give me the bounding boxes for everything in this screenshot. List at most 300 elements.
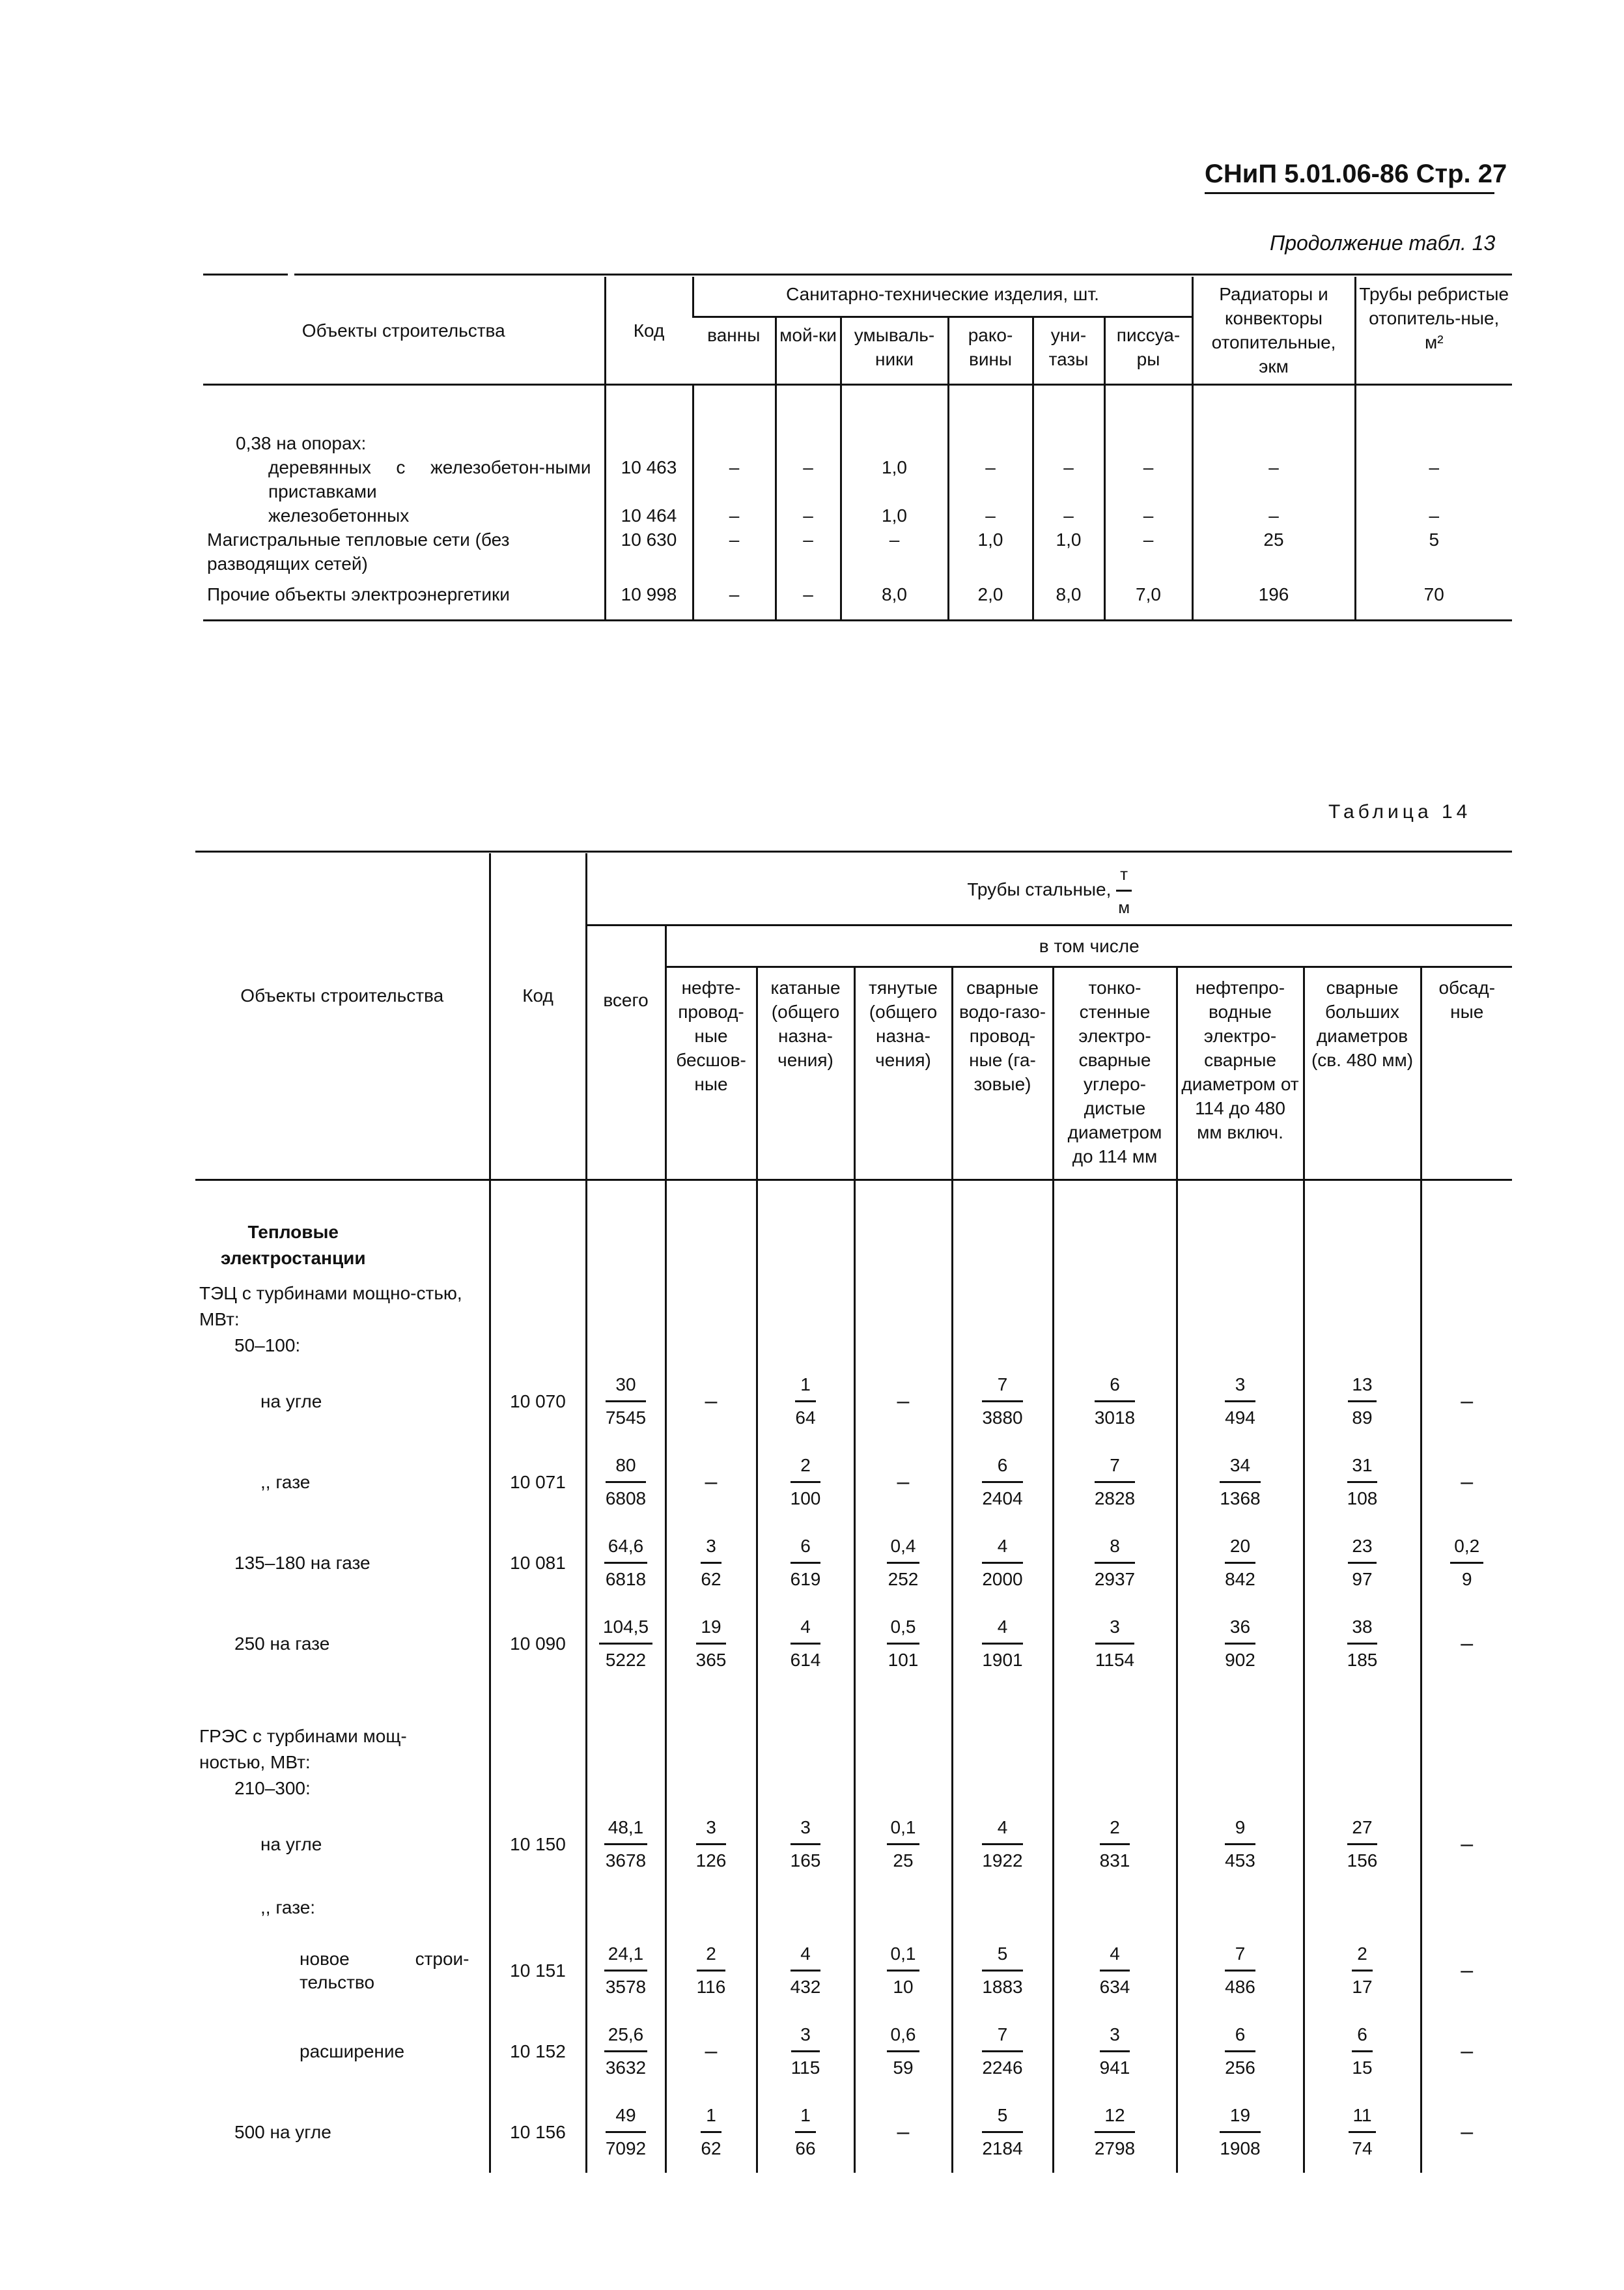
fraction-tons: 7 [1095,1454,1135,1483]
fraction-cell [1177,1523,1304,1604]
header-rule [1205,192,1494,194]
fraction-cell [757,2092,854,2173]
fraction-cell [952,1442,1053,1523]
fraction-cell [586,1804,665,1885]
fraction-meters: 902 [1225,1650,1255,1670]
fraction-meters: 10 [893,1977,914,1997]
fraction-meters: 64 [795,1407,816,1428]
fraction-tons: 38 [1347,1615,1378,1645]
fraction-meters: 74 [1352,2138,1373,2158]
fraction [1095,1534,1135,1591]
fraction-meters: 3632 [605,2057,647,2078]
fraction [1352,1942,1372,1999]
fraction-meters: 494 [1225,1407,1255,1428]
table-row [195,1930,1512,2011]
fraction-meters: 116 [696,1977,726,1997]
fraction-tons: 3 [696,1816,727,1845]
col-radiators: Радиаторы и конвекторы отопительные, экм [1192,277,1355,385]
fraction-tons: 6 [982,1454,1022,1483]
fraction-cell [854,1523,952,1604]
fraction-cell [1053,2092,1177,2173]
fraction-cell [854,1930,952,2011]
fraction [795,1373,815,1430]
fraction-meters: 2000 [982,1569,1023,1589]
fraction [606,1454,646,1510]
fraction-meters: 2828 [1094,1488,1136,1508]
fraction [887,2023,920,2080]
dash-cell: – [665,2011,757,2092]
fraction-tons: 2 [697,1942,726,1972]
fraction-tons: 0,1 [887,1816,920,1845]
fraction-meters: 1908 [1220,2138,1261,2158]
col-sinks: мой-ки [776,317,841,384]
fraction [1100,2023,1130,2080]
fraction-cell [665,1804,757,1885]
dash-cell: – [854,1442,952,1523]
fraction-tons: 19 [696,1615,727,1645]
fraction-cell [665,1523,757,1604]
fraction-tons: 25,6 [604,2023,648,2052]
group-range: 50–100: [234,1335,301,1355]
fraction [696,1816,727,1873]
fraction-meters: 6818 [605,1569,647,1589]
fraction [982,1615,1022,1672]
table-row [195,2092,1512,2173]
fraction-cell [1304,1442,1421,1523]
fraction [1095,1373,1135,1430]
fraction-meters: 66 [795,2138,816,2158]
fraction [982,1454,1022,1510]
fraction-meters: 115 [791,2057,820,2078]
fraction-cell [952,1361,1053,1442]
fraction-tons: 30 [606,1373,646,1402]
fraction-tons: 5 [982,1942,1022,1972]
col-oil-seamless: нефте-провод-ные бесшов-ные [665,967,757,1180]
fraction-cell [586,1930,665,2011]
dash-cell: – [1421,2092,1512,2173]
fraction-cell [757,1804,854,1885]
table-row: 0,38 на опорах: [203,431,1512,455]
col-washbasins: умываль-ники [841,317,948,384]
col-thin-wall: тонко-стенные электро-сварные углеро-дистые диаметром до 114 мм [1053,967,1177,1180]
group-heading: Тепловые электростанции [220,1221,366,1268]
fraction [1100,1816,1130,1873]
col-rolled: катаные (общего назна-чения) [757,967,854,1180]
rule-segment [294,274,1512,276]
row-code: 10 152 [490,2011,586,2092]
fraction-cell [586,2092,665,2173]
fraction [599,1615,652,1672]
fraction-cell [1053,1604,1177,1684]
fraction-meters: 165 [790,1850,821,1871]
fraction-meters: 3018 [1094,1407,1136,1428]
fraction-meters: 15 [1352,2057,1373,2078]
fraction-tons: 2 [791,1454,821,1483]
fraction-tons: 9 [1225,1816,1255,1845]
table-row: железобетонных 10 464 – – 1,0 – – – – – [203,503,1512,528]
fraction-meters: 108 [1347,1488,1378,1508]
fraction-cell [1177,2011,1304,2092]
dash-cell: – [1421,1604,1512,1684]
fraction-cell [1177,1604,1304,1684]
fraction-cell [1053,1523,1177,1604]
table-row [195,1361,1512,1442]
fraction-cell [1304,1523,1421,1604]
fraction [1347,1816,1378,1873]
fraction-cell [1053,1442,1177,1523]
row-code: 10 090 [490,1604,586,1684]
fraction [1095,1454,1135,1510]
fraction-meters: 1901 [982,1650,1023,1670]
fraction [1225,1615,1255,1672]
fraction-tons: 4 [791,1942,821,1972]
fraction-meters: 453 [1225,1850,1255,1871]
fraction [1100,1942,1130,1999]
fraction-meters: 1154 [1095,1650,1135,1670]
fraction-cell [1304,1804,1421,1885]
unit-fraction: $\frac{т}{м}$ [1116,862,1132,919]
fraction [795,2104,815,2160]
fraction-meters: 252 [888,1569,919,1589]
table-13 [203,277,1512,621]
fraction-meters: 1883 [982,1977,1023,1997]
row-object: на угле [260,1391,322,1411]
fraction-tons: 36 [1225,1615,1255,1645]
fraction-tons: 8 [1095,1534,1135,1564]
fraction-tons: 1 [795,1373,815,1402]
row-object: расширение [300,2041,405,2061]
fraction-meters: 156 [1347,1850,1378,1871]
fraction-meters: 2184 [982,2138,1023,2158]
fraction-tons: 23 [1348,1534,1376,1564]
fraction [1347,1454,1378,1510]
fraction-tons: 0,6 [887,2023,920,2052]
fraction-tons: 6 [1095,1373,1135,1402]
fraction-tons: 20 [1225,1534,1255,1564]
col-objects: Объекты строительства [203,277,605,385]
fraction-meters: 6808 [605,1488,647,1508]
fraction-tons: 3 [701,1534,721,1564]
col-large-diameter: сварные больших диаметров (св. 480 мм) [1304,967,1421,1180]
fraction [1095,2104,1135,2160]
fraction-meters: 486 [1225,1977,1255,1997]
fraction-meters: 2937 [1094,1569,1136,1589]
fraction-meters: 842 [1225,1569,1255,1589]
row-object: 135–180 на газе [234,1552,371,1573]
fraction-tons: 7 [982,1373,1022,1402]
fraction-cell [757,2011,854,2092]
row-code: 10 071 [490,1442,586,1523]
fraction-tons: 0,4 [887,1534,920,1564]
table-row: Магистральные тепловые сети (без разводящих сетей) 10 630 – – – 1,0 1,0 – 25 5 [203,528,1512,576]
col-code: Код [490,853,586,1180]
fraction-tons: 104,5 [599,1615,652,1645]
group-including: в том числе [665,926,1512,967]
fraction-meters: 25 [893,1850,914,1871]
fraction [982,2023,1022,2080]
fraction [604,1534,648,1591]
fraction-tons: 6 [1225,2023,1255,2052]
row-object: 500 на угле [234,2121,331,2142]
fraction [1225,1373,1255,1430]
fraction-cell [1304,1604,1421,1684]
fraction-tons: 49 [606,2104,646,2133]
group-subheading: ТЭЦ с турбинами мощно-стью, МВт: [199,1282,462,1329]
fraction-cell [952,2092,1053,2173]
fraction [1347,1615,1378,1672]
fraction-tons: 0,5 [887,1615,920,1645]
table-row [195,1523,1512,1604]
row-object: ,, газе [260,1471,311,1492]
fraction [696,1615,727,1672]
fraction-cell [952,2011,1053,2092]
table-row [195,2011,1512,2092]
fraction [791,1534,821,1591]
fraction [982,2104,1022,2160]
doc-reference: СНиП 5.01.06-86 Стр. 27 [1205,160,1507,188]
fraction [791,1454,821,1510]
fraction-meters: 89 [1352,1407,1373,1428]
fraction [791,1942,821,1999]
fraction-tons: 11 [1349,2104,1375,2133]
dash-cell: – [1421,1804,1512,1885]
col-oil-welded: нефтепро-водные электро-сварные диаметром от 114 до 480 мм включ. [1177,967,1304,1180]
fraction-cell [586,1523,665,1604]
fraction [1220,2104,1260,2160]
fraction-cell [586,2011,665,2092]
fraction-cell [1177,1442,1304,1523]
fraction-meters: 9 [1461,1569,1472,1589]
fraction-tons: 3 [1100,2023,1130,2052]
group-range: 210–300: [234,1777,311,1798]
fraction-tons: 6 [791,1534,821,1564]
col-welded-water-gas: сварные водо-газо-провод-ные (га-зовые) [952,967,1053,1180]
fraction-cell [757,1361,854,1442]
fraction-cell [757,1604,854,1684]
dash-cell: – [1421,1442,1512,1523]
fraction-cell [586,1442,665,1523]
fraction-cell [757,1523,854,1604]
row-code: 10 151 [490,1930,586,2011]
fraction [1220,1454,1260,1510]
col-toilets: уни-тазы [1033,317,1104,384]
table-row: Прочие объекты электроэнергетики 10 998 – – 8,0 2,0 8,0 7,0 196 70 [203,576,1512,621]
fraction-meters: 1368 [1220,1488,1261,1508]
fraction-meters: 831 [1099,1850,1130,1871]
col-basins: рако-вины [948,317,1033,384]
fraction-meters: 100 [790,1488,821,1508]
fraction-cell [952,1804,1053,1885]
fraction [1095,1615,1134,1672]
fraction [604,1816,648,1873]
table-row [195,1604,1512,1684]
fraction [1348,1373,1376,1430]
fraction-meters: 941 [1099,2057,1130,2078]
fraction-tons: 24,1 [604,1942,648,1972]
row-code: 10 070 [490,1361,586,1442]
fraction-meters: 614 [790,1650,821,1670]
table-14 [195,853,1512,2173]
fraction-tons: 2 [1352,1942,1372,1972]
fraction-cell [1177,1361,1304,1442]
col-ribbed-pipes: Трубы ребристые отопитель-ные, м² [1355,277,1512,385]
fraction [1352,2023,1372,2080]
col-objects: Объекты строительства [195,853,490,1180]
fraction-meters: 62 [701,2138,721,2158]
fraction-tons: 5 [982,2104,1022,2133]
fraction-meters: 101 [888,1650,919,1670]
fraction-meters: 185 [1347,1650,1378,1670]
fraction-meters: 3880 [982,1407,1023,1428]
fraction-tons: 3 [791,1816,821,1845]
row-code: 10 156 [490,2092,586,2173]
fraction-meters: 1922 [982,1850,1023,1871]
fraction-cell [1053,1804,1177,1885]
fraction [604,2023,648,2080]
fraction [1225,1534,1255,1591]
dash-cell: – [1421,1930,1512,2011]
fraction-tons: 27 [1347,1816,1378,1845]
dash-cell: – [854,2092,952,2173]
fraction-tons: 4 [982,1816,1022,1845]
fraction-cell [952,1523,1053,1604]
fraction-tons: 4 [982,1534,1022,1564]
fraction-cell [665,1604,757,1684]
fraction-cell [1304,2011,1421,2092]
fraction-cell [665,1930,757,2011]
fraction-meters: 3678 [605,1850,647,1871]
fraction-cell [586,1604,665,1684]
fraction [887,1615,920,1672]
fraction [1348,1534,1376,1591]
fraction-meters: 365 [695,1650,727,1670]
fraction-tons: 7 [1225,1942,1255,1972]
fraction-cell [1053,1361,1177,1442]
fraction-cell [1177,1930,1304,2011]
fraction [791,1615,821,1672]
fraction-cell [854,1604,952,1684]
continuation-label: Продолжение табл. 13 [1270,231,1496,255]
fraction-cell [1304,1361,1421,1442]
group-sanitary: Санитарно-технические изделия, шт. [693,277,1192,317]
row-code: 10 081 [490,1523,586,1604]
dash-cell: – [665,1442,757,1523]
fraction [982,1816,1022,1873]
row-object: новое строи-тельство [300,1948,469,1992]
fraction-tons: 12 [1095,2104,1135,2133]
fraction-meters: 5222 [605,1650,647,1670]
col-casing: обсад-ные [1421,967,1512,1180]
fraction [887,1942,920,1999]
fraction [701,1534,721,1591]
dash-cell: – [1421,2011,1512,2092]
fraction [604,1942,648,1999]
row-code: 10 150 [490,1804,586,1885]
fraction-cell [952,1930,1053,2011]
fraction-meters: 2798 [1094,2138,1136,2158]
fraction-tons: 1 [701,2104,721,2133]
fraction-cell [1304,2092,1421,2173]
fraction [887,1816,920,1873]
fraction-meters: 7545 [605,1407,647,1428]
row-object: на угле [260,1833,322,1854]
fraction-cell [854,1804,952,1885]
fraction-tons: 19 [1220,2104,1260,2133]
fraction [1225,1816,1255,1873]
fraction [1349,2104,1375,2160]
fraction-tons: 13 [1348,1373,1376,1402]
fraction [1225,2023,1255,2080]
row-object: 250 на газе [234,1633,330,1654]
fraction-tons: 3 [1225,1373,1255,1402]
fraction-meters: 17 [1352,1977,1373,1997]
fraction-tons: 3 [791,2023,820,2052]
fraction-tons: 1 [795,2104,815,2133]
fraction-cell [1053,1930,1177,2011]
table-row: деревянных с железобетон-ными приставками 10 463 – – 1,0 – – – – – [203,455,1512,503]
fraction-meters: 619 [790,1569,821,1589]
fraction-tons: 4 [791,1615,821,1645]
fraction-tons: 48,1 [604,1816,648,1845]
fraction-tons: 2 [1100,1816,1130,1845]
fraction-meters: 2246 [982,2057,1023,2078]
group-heading: ГРЭС с турбинами мощ-ностью, МВт: [199,1725,407,1772]
fraction-cell [1304,1930,1421,2011]
fraction-cell [1421,1523,1512,1604]
fraction [701,2104,721,2160]
dash-cell: – [1421,1361,1512,1442]
fraction [697,1942,726,1999]
fraction-meters: 2404 [982,1488,1023,1508]
group-steel-pipes: Трубы стальные, $\frac{т}{м}$ [586,853,1512,926]
fraction [887,1534,920,1591]
fraction-meters: 126 [695,1850,727,1871]
table-row [195,1442,1512,1523]
table-14-title: Таблица 14 [1328,801,1472,823]
fraction-tons: 34 [1220,1454,1260,1483]
group-subheading: ,, газе: [260,1897,316,1917]
col-drawn: тянутые (общего назна-чения) [854,967,952,1180]
fraction [606,2104,646,2160]
fraction-cell [665,2092,757,2173]
fraction-tons: 0,1 [887,1942,920,1972]
fraction [791,1816,821,1873]
fraction-meters: 3578 [605,1977,647,1997]
col-total: всего [586,926,665,1180]
fraction-cell [757,1442,854,1523]
table-14-top-rule [195,851,1512,853]
fraction-tons: 80 [606,1454,646,1483]
fraction-meters: 62 [701,1569,721,1589]
fraction-cell [1177,2092,1304,2173]
fraction-tons: 7 [982,2023,1022,2052]
fraction-tons: 31 [1347,1454,1378,1483]
fraction-tons: 0,2 [1450,1534,1483,1564]
fraction-tons: 6 [1352,2023,1372,2052]
dash-cell: – [665,1361,757,1442]
rule-segment [203,274,288,276]
fraction-cell [586,1361,665,1442]
fraction-tons: 64,6 [604,1534,648,1564]
fraction-meters: 634 [1099,1977,1130,1997]
fraction-cell [757,1930,854,2011]
fraction [791,2023,820,2080]
fraction-meters: 59 [893,2057,914,2078]
fraction [1450,1534,1483,1591]
fraction-tons: 3 [1095,1615,1134,1645]
fraction-cell [1177,1804,1304,1885]
fraction-meters: 256 [1225,2057,1255,2078]
